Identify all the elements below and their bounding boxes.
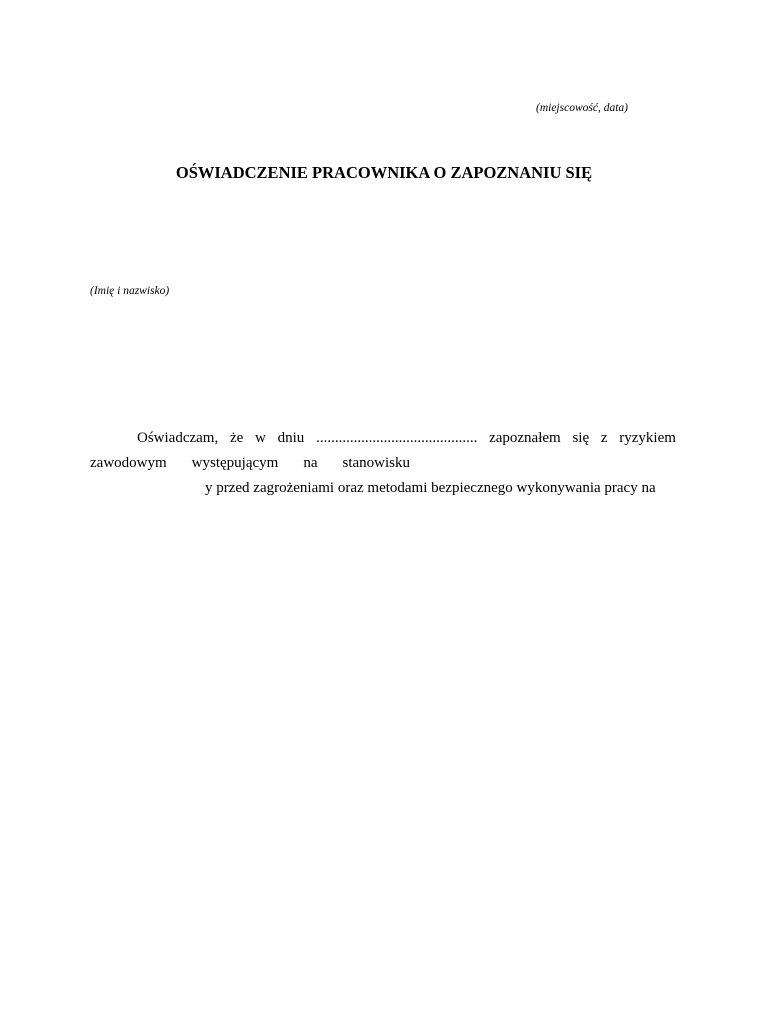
word: dniu	[277, 430, 305, 446]
date-blank: ...........................................	[316, 430, 478, 446]
document-title: OŚWIADCZENIE PRACOWNIKA O ZAPOZNANIU SIĘ	[175, 163, 593, 182]
place-date-label: (miejscowość, data)	[536, 102, 628, 114]
word: w	[255, 430, 266, 446]
statement-paragraph	[90, 426, 676, 501]
statement-line-2	[90, 451, 410, 476]
word: zawodowym	[90, 455, 167, 471]
statement-line-1	[90, 426, 676, 451]
name-label: (Imię i nazwisko)	[90, 285, 170, 297]
word: że	[229, 430, 244, 446]
word: na	[303, 455, 318, 471]
word: się	[572, 430, 590, 446]
word: stanowisku	[342, 455, 410, 471]
word: występującym	[191, 455, 279, 471]
word: zapoznałem	[489, 430, 561, 446]
word: ryzykiem	[619, 430, 676, 446]
statement-line-3: y przed zagrożeniami oraz metodami bezpiecznego wykonywania pracy na	[205, 480, 656, 496]
word: z	[600, 430, 608, 446]
word: Oświadczam,	[137, 430, 219, 446]
